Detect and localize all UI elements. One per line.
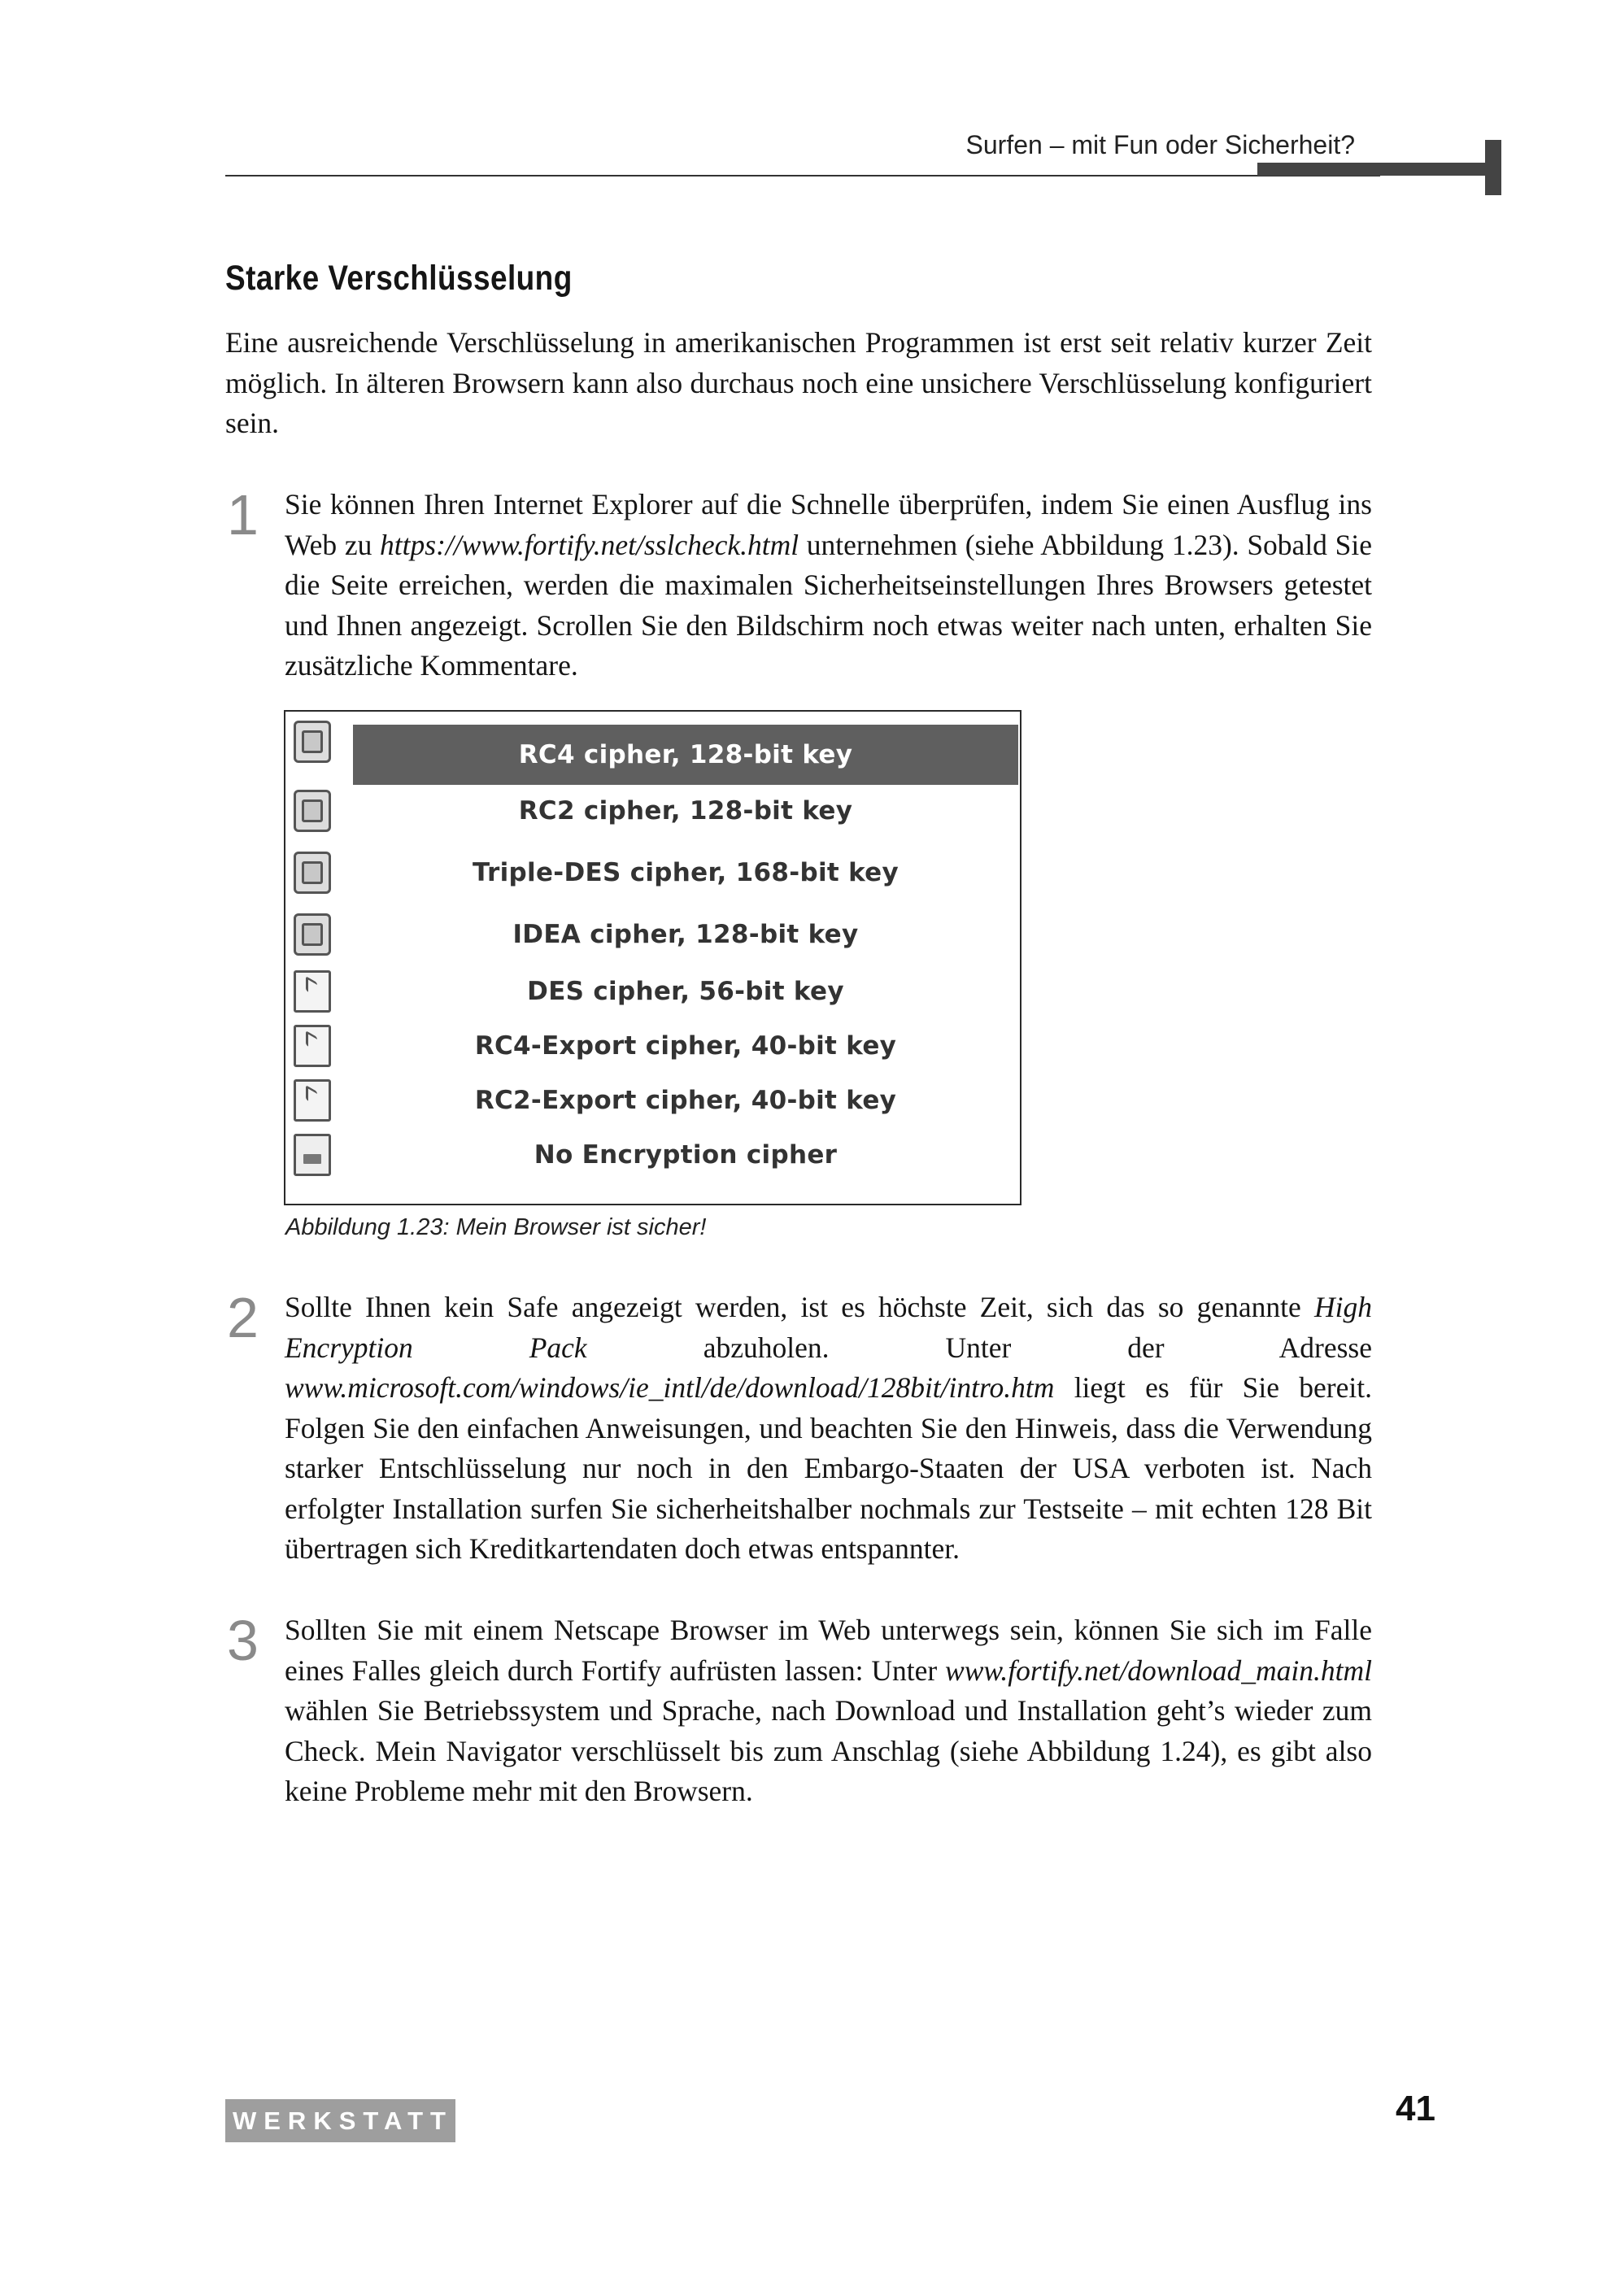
cipher-row	[285, 1070, 1020, 1131]
step-1-link: https://www.fortify.net/sslcheck.html	[380, 528, 799, 561]
cipher-label: No Encryption cipher	[534, 1140, 838, 1170]
running-head: Surfen – mit Fun oder Sicherheit?	[965, 130, 1355, 159]
step-2-text-a: Sollte Ihnen kein Safe angezeigt werden, ist es höchste Zeit, sich das so genannte	[285, 1291, 1314, 1323]
step-3-paragraph	[285, 1610, 1372, 1812]
cipher-row	[285, 843, 1020, 903]
step-1-paragraph	[285, 485, 1372, 686]
header-tab-end	[1485, 140, 1501, 195]
step-1-text-a: Sie können Ihren Internet Explorer auf die Schnelle überprüfen, indem Sie einen Ausflug ins Web zu	[285, 488, 1372, 561]
safe-icon	[294, 913, 331, 956]
cipher-label: RC2 cipher, 128-bit key	[518, 796, 853, 826]
step-1-text-b: unternehmen (siehe Abbildung 1.23). Sobald Sie die Seite erreichen, werden die maximalen Sicherheitseinstellungen Ihres Browsers getestet und Ihnen angezeigt. Scrollen Sie den Bildschirm noch etwas weiter nach unten, erhalten Sie zusätzliche Kommentare.	[285, 528, 1372, 682]
document-icon	[294, 1079, 331, 1122]
safe-icon	[294, 852, 331, 894]
section-title: Starke Verschlüsselung	[225, 259, 573, 298]
step-2-text-b: abzuholen. Unter der Adresse	[586, 1331, 1372, 1364]
cipher-label: Triple-DES cipher, 168-bit key	[473, 858, 899, 887]
cipher-label: RC4-Export cipher, 40-bit key	[474, 1031, 897, 1061]
document-icon	[294, 1025, 331, 1067]
header-rule	[225, 175, 1380, 176]
step-2-link: www.microsoft.com/windows/ie_intl/de/download/128bit/intro.htm	[285, 1371, 1055, 1404]
step-3-text-a: Sollten Sie mit einem Netscape Browser im Web unterwegs sein, können Sie sich im Falle eines Falles gleich durch Fortify aufrüsten lassen: Unter	[285, 1614, 1372, 1687]
cipher-label: IDEA cipher, 128-bit key	[512, 920, 859, 949]
page-number: 41	[1396, 2089, 1435, 2128]
safe-icon	[294, 790, 331, 832]
step-number-1: 1	[227, 483, 259, 547]
cipher-label: DES cipher, 56-bit key	[527, 977, 844, 1006]
step-number-2: 2	[227, 1286, 259, 1349]
step-2-paragraph	[285, 1287, 1372, 1570]
cipher-row	[285, 781, 1020, 841]
step-2-text-c: liegt es für Sie bereit. Folgen Sie den einfachen Anweisungen, und beachten Sie den Hinweis, dass die Verwendung starker Entschlüsselung nur noch in den Embargo-Staaten der USA verboten ist. Nach erfolgter Installation surfen Sie sicherheitshalber nochmals zur Testseite – mit echten 128 Bit übertragen sich Kreditkartendaten doch etwas entspannter.	[285, 1371, 1372, 1565]
step-3-text-b: wählen Sie Betriebssystem und Sprache, nach Download und Installation geht’s wieder zum Check. Mein Navigator verschlüsselt bis zum Anschlag (siehe Abbildung 1.24), es gibt also keine Probleme mehr mit den Browsern.	[285, 1694, 1372, 1807]
cipher-label: RC4 cipher, 128-bit key	[353, 725, 1018, 785]
cipher-row	[285, 1016, 1020, 1076]
step-2-emphasis: High Encryption Pack	[285, 1291, 1372, 1364]
cipher-list-figure	[284, 710, 1021, 1205]
cipher-label: RC2-Export cipher, 40-bit key	[474, 1086, 897, 1115]
document-icon	[294, 970, 331, 1013]
no-encryption-icon	[294, 1134, 331, 1176]
cipher-row	[285, 904, 1020, 965]
header-tab-bar	[1257, 163, 1500, 176]
safe-icon	[294, 721, 331, 763]
cipher-row	[285, 712, 1020, 772]
step-3-link: www.fortify.net/download_main.html	[945, 1653, 1372, 1687]
cipher-row	[285, 1125, 1020, 1185]
cipher-row	[285, 961, 1020, 1022]
werkstatt-label: WERKSTATT	[225, 2099, 455, 2142]
step-number-3: 3	[227, 1609, 259, 1672]
figure-caption: Abbildung 1.23: Mein Browser ist sicher!	[285, 1214, 707, 1240]
intro-paragraph: Eine ausreichende Verschlüsselung in amerikanischen Programmen ist erst seit relativ kurzer Zeit möglich. In älteren Browsern kann also durchaus noch eine unsichere Verschlüsselung konfiguriert sein.	[225, 326, 1372, 439]
